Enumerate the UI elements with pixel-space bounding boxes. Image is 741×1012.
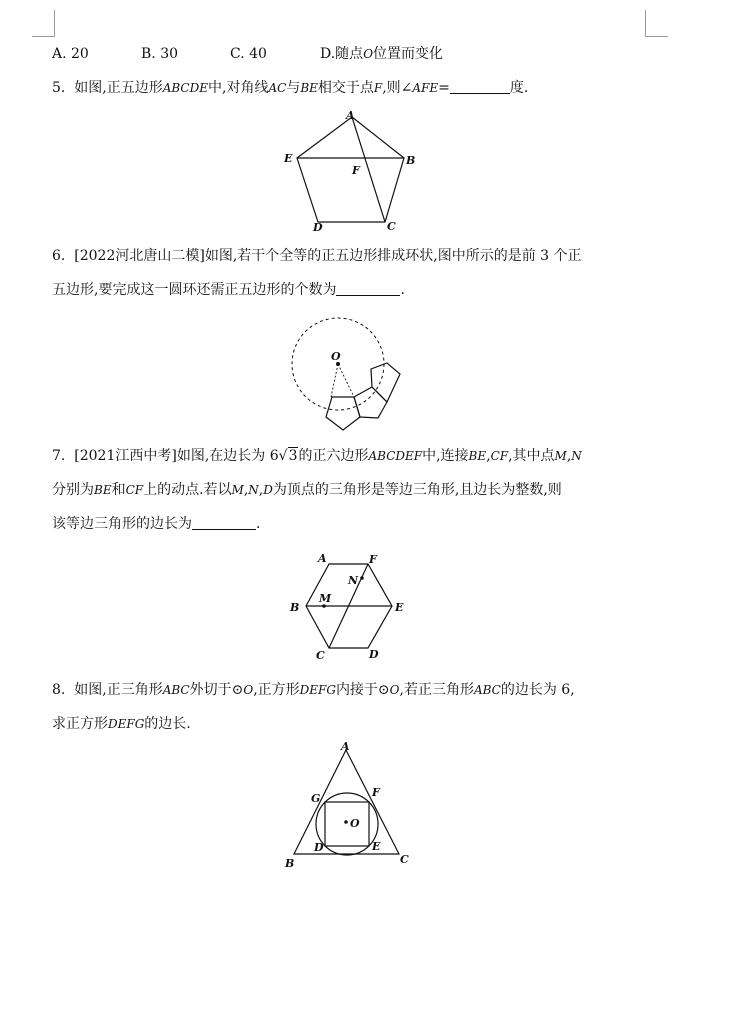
- label-f: F: [352, 164, 360, 177]
- label-b: B: [285, 857, 295, 870]
- label-d: D: [369, 648, 379, 661]
- q4-option-b: B. 30: [141, 46, 179, 62]
- label-e: E: [284, 152, 293, 165]
- q7-hexagon-figure: [286, 550, 412, 662]
- label-c: C: [400, 853, 409, 866]
- q6-question-line1: 6. [2022河北唐山二模]如图,若干个全等的正五边形排成环状,图中所示的是前 3 个正: [52, 248, 582, 264]
- answer-blank: [450, 79, 510, 94]
- sqrt-three: √3: [278, 448, 298, 464]
- label-e: E: [395, 601, 404, 614]
- label-a: A: [341, 740, 350, 753]
- label-a: A: [346, 109, 355, 122]
- q6-question-line2: 五边形,要完成这一圆环还需正五边形的个数为 .: [52, 282, 405, 298]
- q4-option-c: C. 40: [230, 46, 267, 62]
- label-n: N: [348, 574, 359, 587]
- q5-pentagon-figure: [280, 108, 420, 234]
- label-m: M: [319, 592, 332, 605]
- page-corner-mark-left: [32, 10, 55, 37]
- q7-question-line2: 分别为BE和CF上的动点.若以M,N,D为顶点的三角形是等边三角形,且边长为整数,则: [52, 482, 562, 498]
- page-corner-mark-right: [645, 10, 668, 37]
- q8-question-line2: 求正方形DEFG的边长.: [52, 716, 191, 732]
- q7-question-line1: 7. [2021江西中考]如图,在边长为 6√3的正六边形ABCDEF中,连接BE,CF,其中点M,N: [52, 448, 582, 464]
- q4-option-d: D.随点O位置而变化: [320, 46, 444, 62]
- answer-blank: [336, 281, 400, 296]
- label-e: E: [372, 840, 381, 853]
- label-f: F: [369, 553, 377, 566]
- q5-question: 5. 如图,正五边形ABCDE中,对角线AC与BE相交于点F,则∠AFE= 度.: [52, 80, 529, 96]
- label-g: G: [311, 792, 321, 805]
- label-b: B: [290, 601, 300, 614]
- label-d: D: [313, 221, 323, 234]
- label-b: B: [406, 154, 416, 167]
- label-c: C: [316, 649, 325, 662]
- label-o: O: [350, 817, 360, 830]
- label-o: O: [331, 350, 341, 363]
- q6-pentagon-ring-figure: [288, 315, 418, 430]
- answer-blank: [192, 515, 256, 530]
- q8-question-line1: 8. 如图,正三角形ABC外切于⊙O,正方形DEFG内接于⊙O,若正三角形ABC的边长为 6,: [52, 682, 575, 698]
- label-c: C: [387, 220, 396, 233]
- label-f: F: [372, 786, 380, 799]
- q7-question-line3: 该等边三角形的边长为 .: [52, 516, 261, 532]
- label-a: A: [318, 552, 327, 565]
- q8-triangle-circle-square-figure: [280, 738, 415, 874]
- label-d: D: [314, 841, 324, 854]
- q4-option-a: A. 20: [52, 46, 89, 62]
